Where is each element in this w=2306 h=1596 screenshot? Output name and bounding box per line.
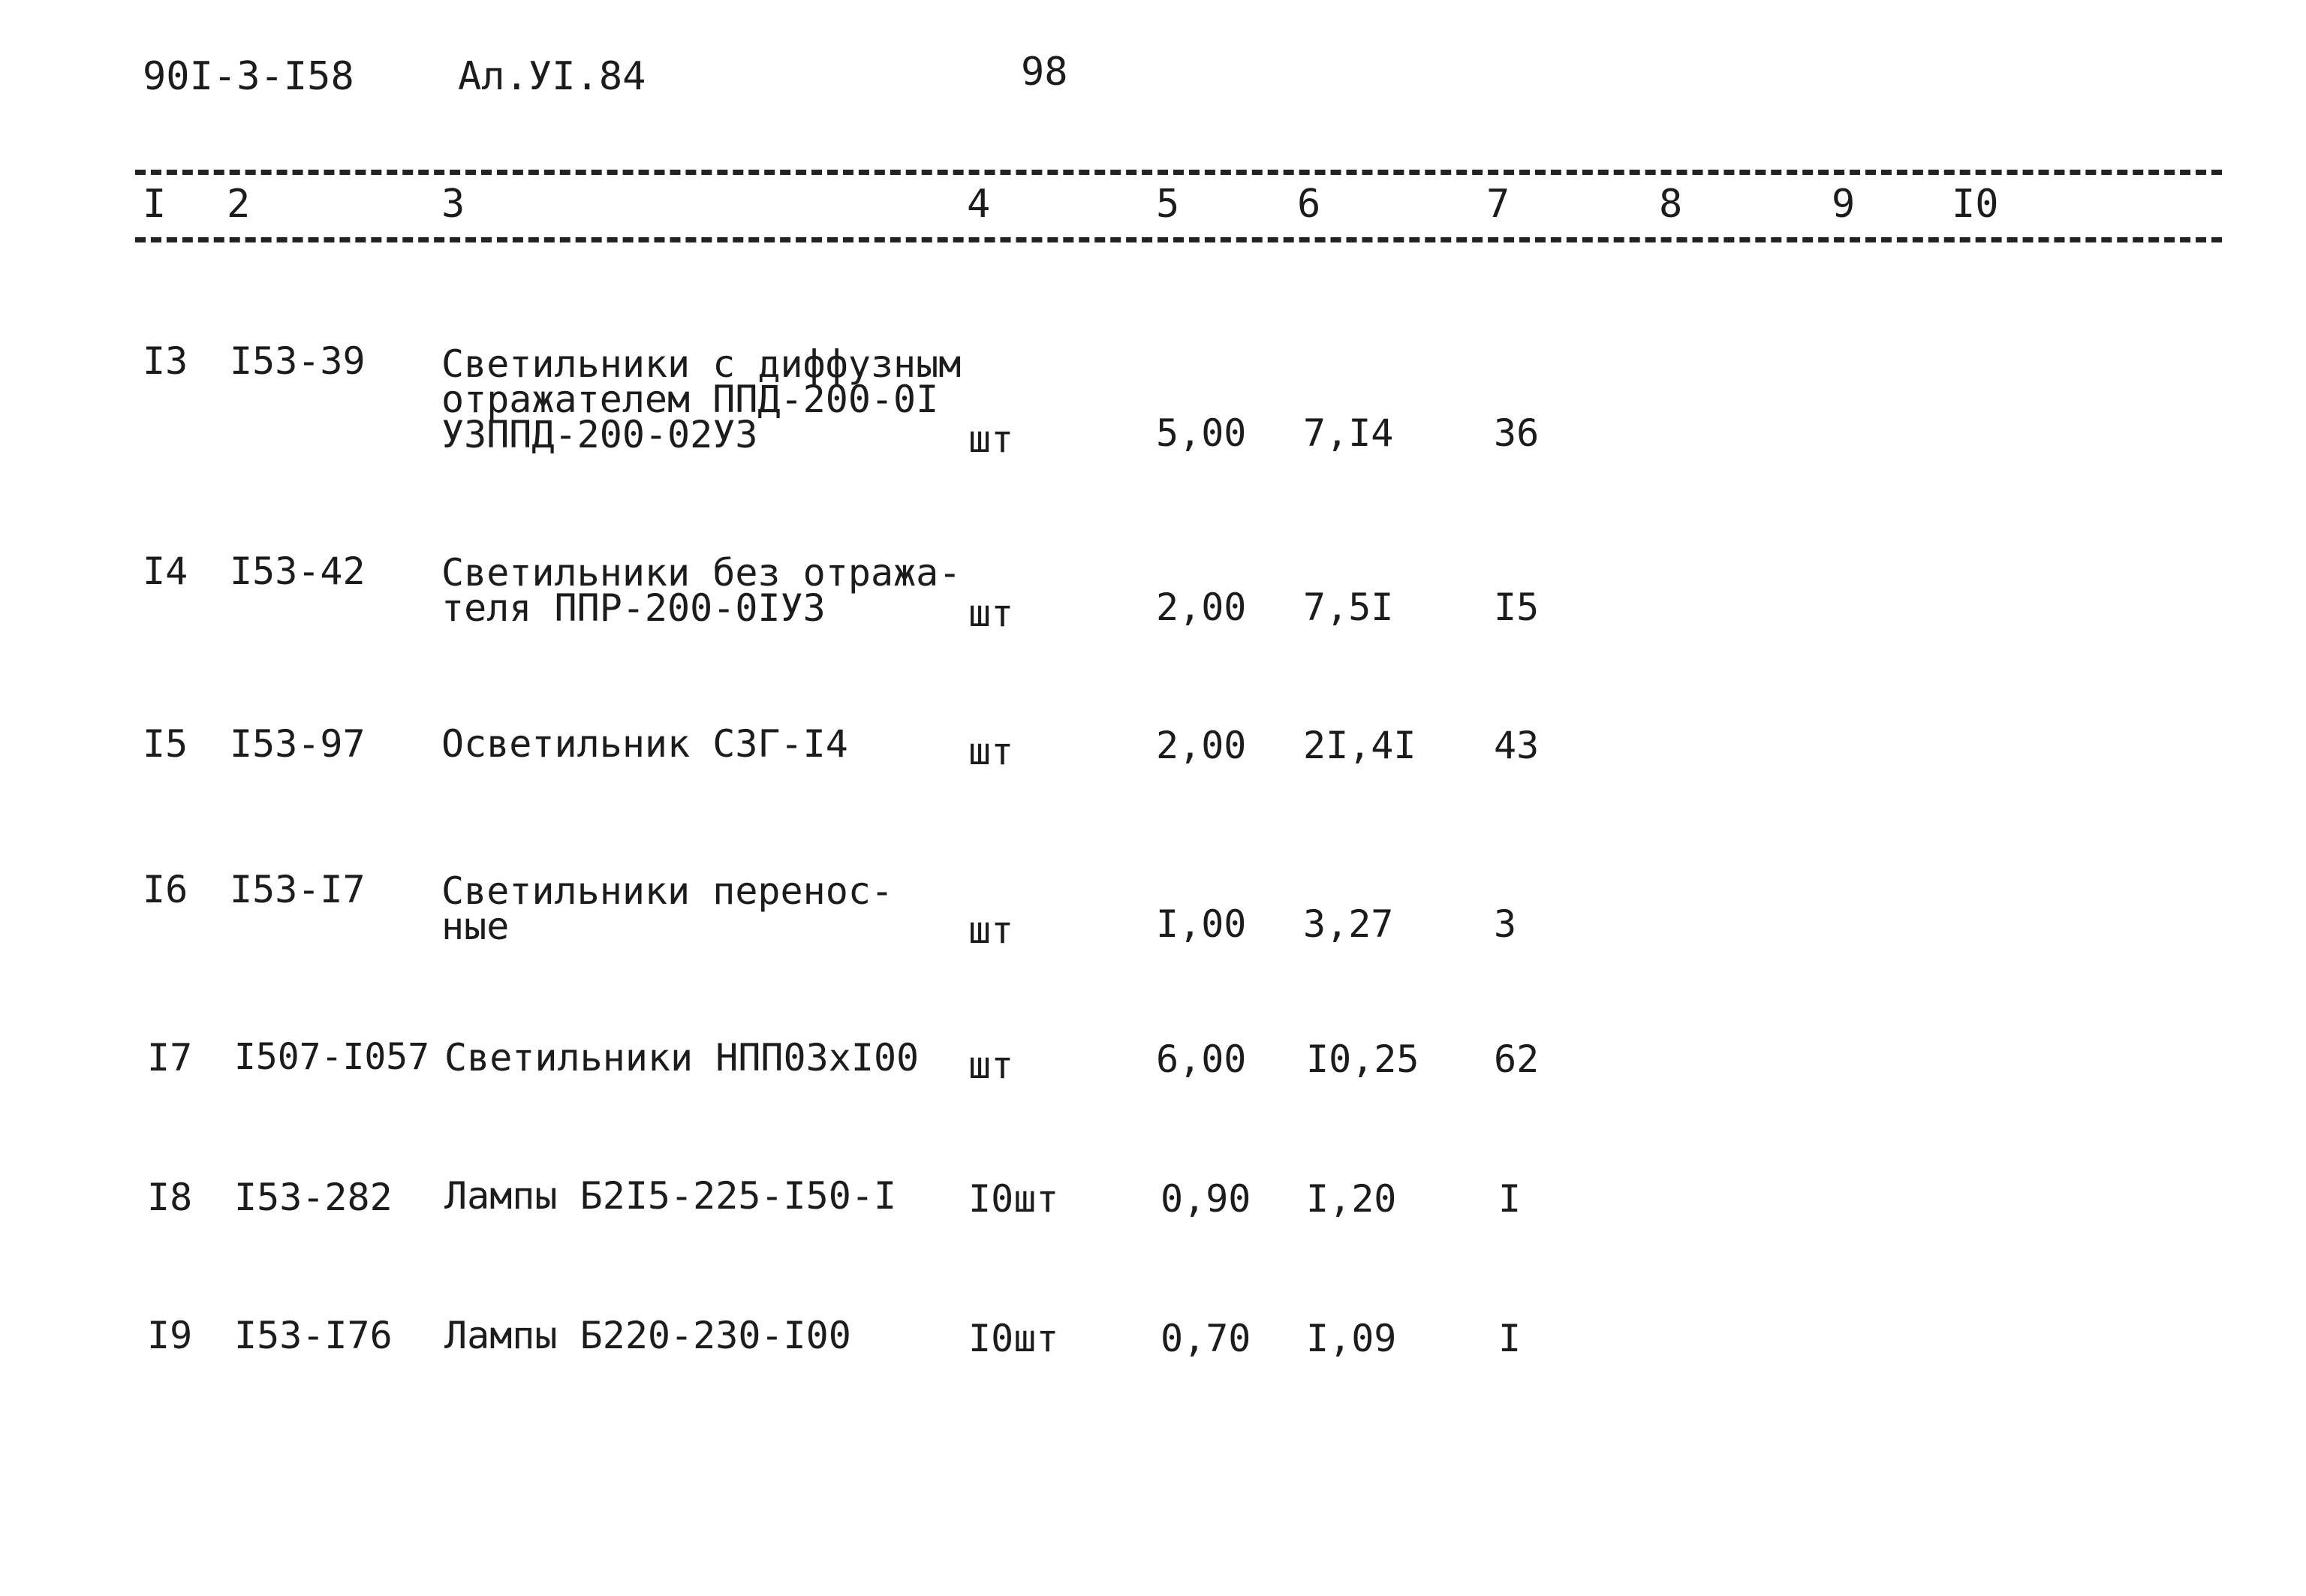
price-code: I53-I7 <box>230 868 366 911</box>
quantity: 0,70 <box>1161 1317 1251 1360</box>
item-description: Светильники НПП03хI00 <box>444 1036 920 1080</box>
quantity: 2,00 <box>1156 586 1247 629</box>
column-number: 7 <box>1486 182 1510 227</box>
item-description: Светильники без отража- теля ППР-200-0IУЗ <box>441 551 962 630</box>
total: I <box>1498 1177 1522 1221</box>
unit-price: I,09 <box>1306 1317 1397 1360</box>
unit-price: 7,I4 <box>1303 411 1394 455</box>
total: 43 <box>1494 724 1540 767</box>
quantity: I,00 <box>1156 902 1247 946</box>
unit-price: I,20 <box>1306 1177 1397 1221</box>
unit-price: 3,27 <box>1303 902 1394 946</box>
total: 3 <box>1494 902 1517 946</box>
column-number: 6 <box>1297 182 1321 227</box>
unit: шт <box>968 592 1014 635</box>
column-number: I <box>143 182 167 227</box>
total: 62 <box>1494 1037 1540 1081</box>
header-bottom-rule <box>135 237 2222 242</box>
column-number: 5 <box>1156 182 1180 227</box>
unit-price: I0,25 <box>1306 1037 1419 1081</box>
item-description: Осветильник СЗГ-I4 <box>441 722 848 766</box>
item-description: Лампы Б220-230-I00 <box>444 1314 851 1357</box>
column-number: 4 <box>967 182 991 227</box>
row-number: I8 <box>147 1176 193 1219</box>
column-number: 9 <box>1832 182 1856 227</box>
total: I <box>1498 1317 1522 1360</box>
unit: шт <box>968 730 1014 773</box>
price-code: I53-282 <box>234 1176 393 1219</box>
column-number: I0 <box>1952 182 1999 227</box>
album-reference: Ал.УI.84 <box>458 54 646 99</box>
item-description: Лампы Б2I5-225-I50-I <box>444 1174 897 1218</box>
item-description: Светильники перенос- ные <box>441 869 894 948</box>
row-number: I7 <box>147 1036 193 1080</box>
price-code: I53-39 <box>230 339 366 383</box>
quantity: 6,00 <box>1156 1037 1247 1081</box>
unit-price: 2I,4I <box>1303 724 1416 767</box>
row-number: I4 <box>143 550 188 593</box>
quantity: 5,00 <box>1156 411 1247 455</box>
page-number: 98 <box>1021 50 1068 95</box>
column-number: 3 <box>441 182 465 227</box>
column-number: 2 <box>227 182 251 227</box>
item-description: Светильники с диффузным отражателем ППД-200-0I УЗППД-200-02УЗ <box>441 342 962 456</box>
unit: шт <box>968 417 1014 461</box>
row-number: I9 <box>147 1314 193 1357</box>
row-number: I3 <box>143 339 188 383</box>
row-number: I6 <box>143 868 188 911</box>
header-top-rule <box>135 170 2222 175</box>
price-code: I53-97 <box>230 722 366 766</box>
unit: I0шт <box>968 1317 1059 1360</box>
unit: шт <box>968 1043 1014 1087</box>
price-code: I507-I057 <box>234 1036 430 1078</box>
price-code: I53-42 <box>230 550 366 593</box>
quantity: 2,00 <box>1156 724 1247 767</box>
column-number: 8 <box>1659 182 1683 227</box>
unit-price: 7,5I <box>1303 586 1394 629</box>
document-code: 90I-3-I58 <box>143 54 354 99</box>
row-number: I5 <box>143 722 188 766</box>
unit: шт <box>968 908 1014 952</box>
unit: I0шт <box>968 1177 1059 1221</box>
total: 36 <box>1494 411 1540 455</box>
total: I5 <box>1494 586 1540 629</box>
price-code: I53-I76 <box>234 1314 393 1357</box>
quantity: 0,90 <box>1161 1177 1251 1221</box>
